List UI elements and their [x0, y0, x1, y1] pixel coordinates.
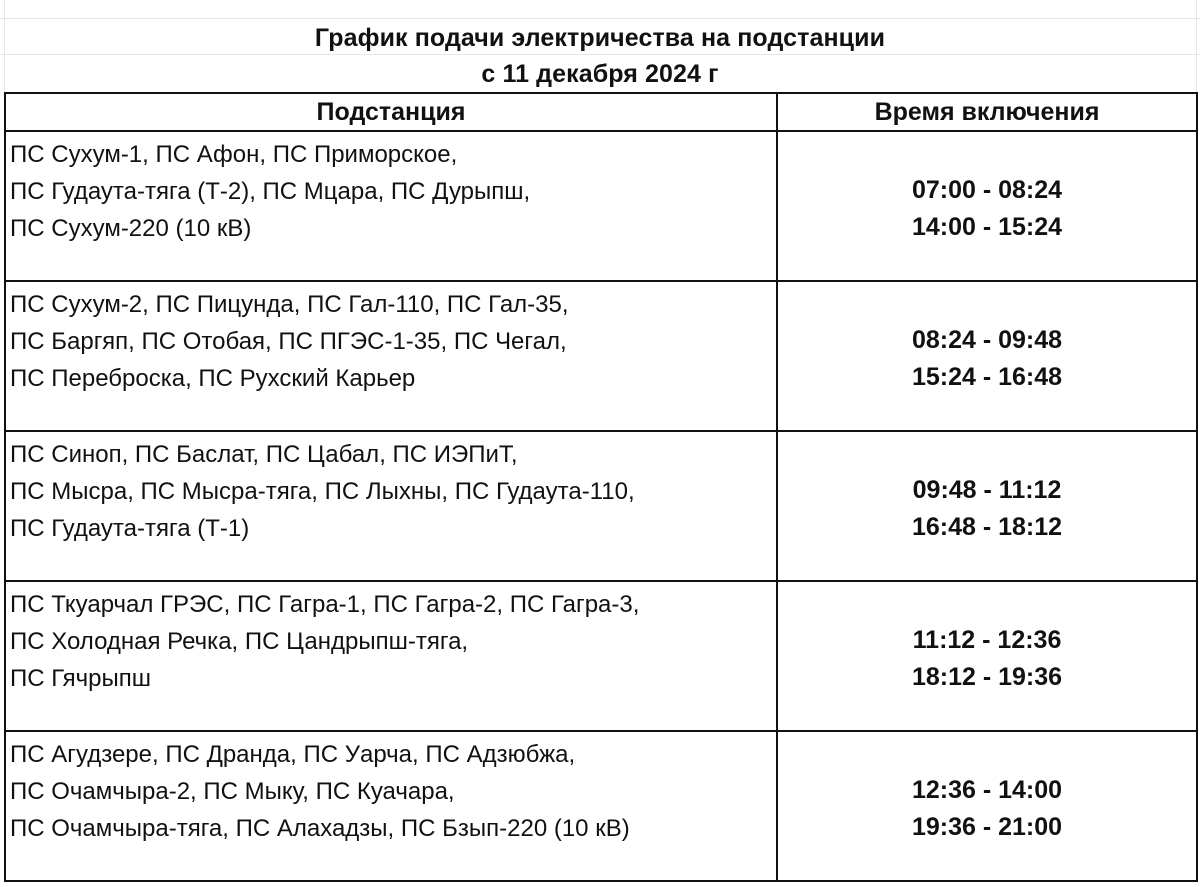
table-body [5, 131, 1197, 881]
table-header-row [5, 93, 1197, 131]
substation-cell [5, 131, 777, 281]
substation-cell [5, 281, 777, 431]
table-row [5, 431, 1197, 581]
substation-cell [5, 581, 777, 731]
substation-line: ПС Гудаута-тяга (Т-2), ПС Мцара, ПС Дурыпш, [10, 178, 531, 205]
substation-line: ПС Сухум-1, ПС Афон, ПС Приморское, [10, 141, 458, 168]
time-interval: 18:12 - 19:36 [911, 663, 1063, 691]
table-row [5, 281, 1197, 431]
substation-line: ПС Гячрыпш [10, 665, 151, 692]
switch-on-time-cell [777, 731, 1197, 881]
time-interval: 19:36 - 21:00 [911, 813, 1063, 841]
substation-line: ПС Ткуарчал ГРЭС, ПС Гагра-1, ПС Гагра-2, ПС Гагра-3, [10, 591, 640, 618]
table-row [5, 131, 1197, 281]
table-row [5, 581, 1197, 731]
power-schedule-table [4, 92, 1198, 882]
time-interval: 12:36 - 14:00 [911, 776, 1063, 804]
substation-cell [5, 731, 777, 881]
switch-on-time-cell [777, 581, 1197, 731]
substation-line: ПС Очамчыра-тяга, ПС Алахадзы, ПС Бзып-220 (10 кВ) [10, 815, 630, 842]
substation-line: ПС Сухум-2, ПС Пицунда, ПС Гал-110, ПС Гал-35, [10, 291, 569, 318]
time-interval: 16:48 - 18:12 [911, 513, 1063, 541]
substation-cell [5, 431, 777, 581]
substation-line: ПС Сухум-220 (10 кВ) [10, 215, 252, 242]
table-row [5, 731, 1197, 881]
time-interval: 07:00 - 08:24 [911, 176, 1063, 204]
time-interval: 09:48 - 11:12 [912, 476, 1062, 504]
substation-line: ПС Синоп, ПС Баслат, ПС Цабал, ПС ИЭПиТ, [10, 441, 518, 468]
header-switch-on-time: Время включения [777, 93, 1197, 131]
switch-on-time-cell [777, 131, 1197, 281]
time-interval: 11:12 - 12:36 [912, 626, 1062, 654]
time-interval: 08:24 - 09:48 [911, 326, 1063, 354]
substation-line: ПС Агудзере, ПС Дранда, ПС Уарча, ПС Адзюбжа, [10, 741, 576, 768]
page-subtitle-date: с 11 декабря 2024 г [481, 60, 719, 88]
substation-line: ПС Баргяп, ПС Отобая, ПС ПГЭС-1-35, ПС Чегал, [10, 328, 567, 355]
header-substation: Подстанция [5, 93, 777, 131]
substation-line: ПС Холодная Речка, ПС Цандрыпш-тяга, [10, 628, 469, 655]
page-title: График подачи электричества на подстанции [314, 24, 886, 52]
time-interval: 14:00 - 15:24 [911, 213, 1063, 241]
substation-line: ПС Гудаута-тяга (Т-1) [10, 515, 250, 542]
switch-on-time-cell [777, 281, 1197, 431]
switch-on-time-cell [777, 431, 1197, 581]
substation-line: ПС Мысра, ПС Мысра-тяга, ПС Лыхны, ПС Гудаута-110, [10, 478, 635, 505]
substation-line: ПС Переброска, ПС Рухский Карьер [10, 365, 416, 392]
substation-line: ПС Очамчыра-2, ПС Мыку, ПС Куачара, [10, 778, 455, 805]
time-interval: 15:24 - 16:48 [911, 363, 1063, 391]
